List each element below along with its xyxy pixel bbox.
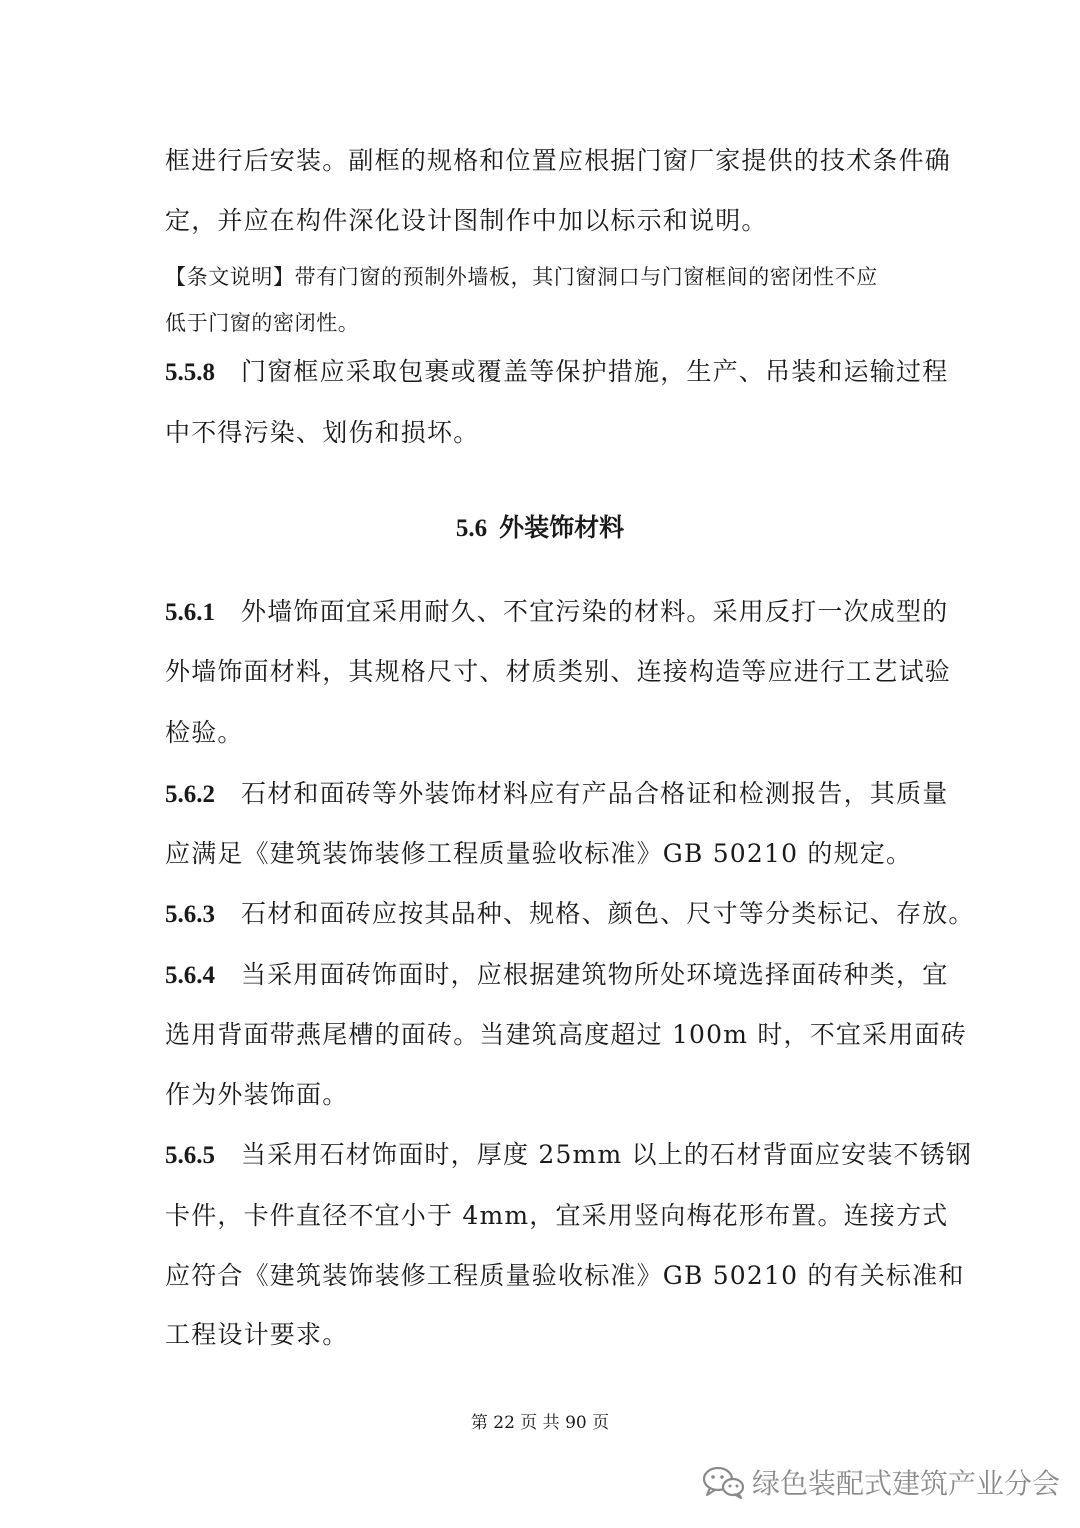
clause-number: 5.5.8	[165, 359, 215, 386]
wechat-icon	[700, 1464, 746, 1500]
clause-number: 5.6.4	[165, 962, 215, 989]
clause-5-5-8	[165, 357, 948, 388]
clause-text: 当采用石材饰面时，厚度 25mm 以上的石材背面应安装不锈钢	[241, 1140, 973, 1169]
paragraph-line: 框进行后安装。副框的规格和位置应根据门窗厂家提供的技术条件确	[165, 146, 952, 175]
watermark-text: 绿色装配式建筑产业分会	[752, 1467, 1061, 1500]
paragraph-line: 外墙饰面材料，其规格尺寸、材质类别、连接构造等应进行工艺试验	[165, 657, 952, 686]
paragraph-line: 检验。	[165, 718, 244, 747]
clause-5-6-1	[165, 597, 948, 628]
clause-number: 5.6.5	[165, 1142, 215, 1169]
paragraph-line: 定，并应在构件深化设计图制作中加以标示和说明。	[165, 206, 768, 235]
clause-5-6-4	[165, 960, 948, 991]
section-heading	[0, 508, 1080, 544]
watermark	[700, 1460, 1060, 1504]
paragraph-line: 工程设计要求。	[165, 1320, 349, 1349]
clause-text: 外墙饰面宜采用耐久、不宜污染的材料。采用反打一次成型的	[241, 597, 949, 626]
clause-note-line: 【条文说明】带有门窗的预制外墙板，其门窗洞口与门窗框间的密闭性不应	[165, 265, 878, 289]
clause-number: 5.6.2	[165, 781, 215, 808]
paragraph-line: 应符合《建筑装饰装修工程质量验收标准》GB 50210 的有关标准和	[165, 1261, 965, 1290]
paragraph-line: 选用背面带燕尾槽的面砖。当建筑高度超过 100m 时，不宜采用面砖	[165, 1020, 967, 1049]
paragraph-line: 作为外装饰面。	[165, 1080, 349, 1109]
clause-text: 门窗框应采取包裹或覆盖等保护措施，生产、吊装和运输过程	[241, 357, 949, 386]
clause-note-line: 低于门窗的密闭性。	[165, 311, 360, 335]
paragraph-line: 卡件，卡件直径不宜小于 4mm，宜采用竖向梅花形布置。连接方式	[165, 1201, 949, 1230]
clause-text: 石材和面砖应按其品种、规格、颜色、尺寸等分类标记、存放。	[241, 899, 975, 928]
clause-5-6-2	[165, 779, 948, 810]
clause-text: 当采用面砖饰面时，应根据建筑物所处环境选择面砖种类，宜	[241, 960, 949, 989]
clause-5-6-3	[165, 899, 975, 930]
paragraph-line: 中不得污染、划伤和损坏。	[165, 418, 480, 447]
page-footer: 第 22 页 共 90 页	[470, 1413, 610, 1433]
clause-number: 5.6.3	[165, 901, 215, 928]
clause-number: 5.6.1	[165, 599, 215, 626]
section-number: 5.6	[455, 515, 488, 542]
clause-text: 石材和面砖等外装饰材料应有产品合格证和检测报告，其质量	[241, 779, 949, 808]
paragraph-line: 应满足《建筑装饰装修工程质量验收标准》GB 50210 的规定。	[165, 839, 913, 868]
section-title: 外装饰材料	[499, 513, 625, 542]
clause-5-6-5	[165, 1140, 972, 1171]
